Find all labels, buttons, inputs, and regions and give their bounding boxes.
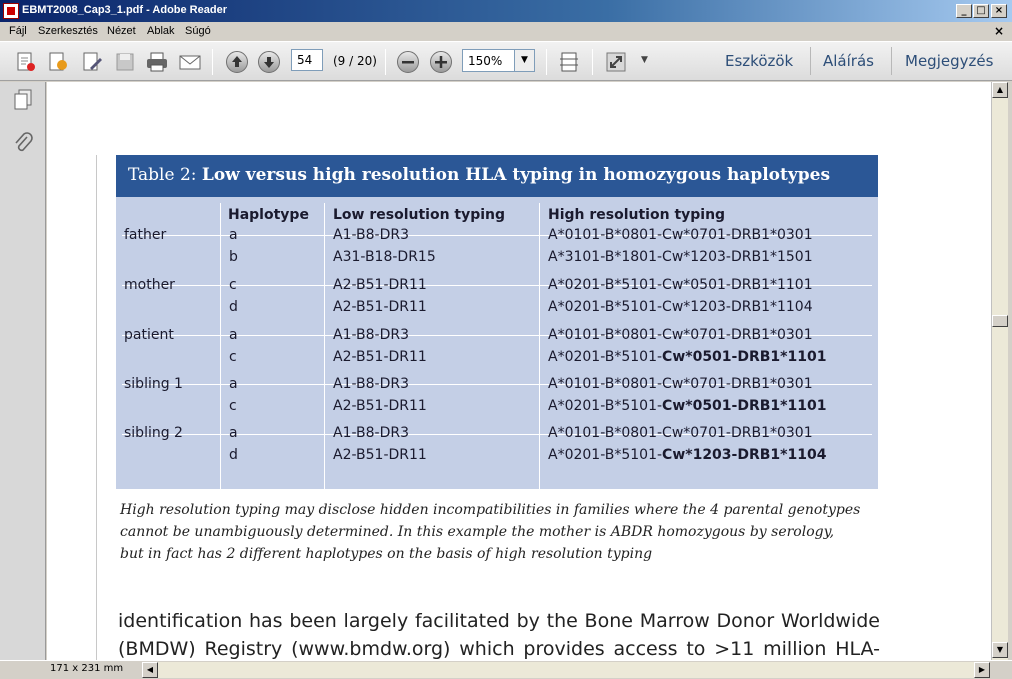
toolbar-separator: [810, 47, 811, 75]
chevron-down-icon[interactable]: ▼: [514, 50, 534, 71]
pdf-document-icon: [3, 3, 19, 19]
table-column-divider: [539, 203, 540, 489]
high-res-bold: Cw*0501-DRB1*1101: [662, 398, 827, 414]
fit-page-icon[interactable]: [557, 50, 581, 74]
table-cell-low-res: A2-B51-DR11: [333, 349, 427, 365]
high-res-plain: A*0201-B*5101-Cw*0501-DRB1*1101: [548, 277, 813, 293]
toolbar-separator: [385, 49, 386, 75]
navigation-sidebar: [0, 82, 46, 660]
table-title-main: Low versus high resolution HLA typing in homozygous haplotypes: [201, 165, 831, 185]
table-cell-high-res: [548, 249, 813, 265]
zoom-in-icon[interactable]: [430, 51, 452, 73]
table-cell-low-res: A31-B18-DR15: [333, 249, 436, 265]
zoom-select[interactable]: [462, 49, 535, 72]
scroll-up-icon[interactable]: ▲: [992, 82, 1008, 98]
scroll-right-icon[interactable]: ▶: [974, 662, 990, 678]
high-res-plain: A*0201-B*5101-: [548, 447, 663, 463]
high-res-bold: Cw*1203-DRB1*1104: [662, 447, 827, 463]
table-cell-haplotype: b: [229, 249, 238, 265]
minimize-button[interactable]: _: [956, 4, 972, 18]
table-cell-high-res: [548, 447, 826, 463]
table-cell-high-res: [548, 376, 813, 392]
page-number-input[interactable]: [291, 49, 323, 71]
table-cell-person: patient: [124, 327, 174, 343]
high-res-plain: A*0101-B*0801-Cw*0701-DRB1*0301: [548, 227, 813, 243]
table-cell-haplotype: a: [229, 425, 238, 441]
table-cell-person: father: [124, 227, 167, 243]
table-cell-high-res: [548, 299, 813, 315]
toolbar-overflow-chevron-icon[interactable]: ▼: [641, 55, 648, 65]
tools-button[interactable]: Eszközök: [725, 52, 794, 70]
table-caption: [120, 499, 880, 565]
table-title: [116, 155, 878, 197]
zoom-value: 150%: [468, 54, 503, 68]
high-res-plain: A*0201-B*5101-: [548, 349, 663, 365]
column-header-high-resolution: High resolution typing: [548, 207, 726, 223]
table-cell-high-res: [548, 327, 813, 343]
sign-button[interactable]: Aláírás: [823, 52, 874, 70]
hla-table: [116, 197, 878, 489]
table-cell-haplotype: a: [229, 327, 238, 343]
edit-icon[interactable]: [80, 50, 104, 74]
table-cell-person: sibling 2: [124, 425, 183, 441]
column-header-low-resolution: Low resolution typing: [333, 207, 506, 223]
scroll-left-icon[interactable]: ◀: [142, 662, 158, 678]
menu-window[interactable]: Ablak: [147, 25, 175, 37]
body-line: (BMDW) Registry (www.bmdw.org) which provides access to >11 million HLA-: [118, 638, 880, 660]
table-cell-low-res: A1-B8-DR3: [333, 227, 410, 243]
body-line: identification has been largely facilitated by the Bone Marrow Donor Worldwide: [118, 610, 880, 632]
body-paragraph: [118, 607, 880, 660]
menu-file[interactable]: Fájl: [9, 25, 27, 37]
table-cell-haplotype: a: [229, 376, 238, 392]
print-icon[interactable]: [145, 50, 169, 74]
high-res-bold: Cw*0501-DRB1*1101: [662, 349, 827, 365]
menu-edit[interactable]: Szerkesztés: [38, 25, 98, 37]
table-cell-low-res: A2-B51-DR11: [333, 277, 427, 293]
table-cell-low-res: A1-B8-DR3: [333, 425, 410, 441]
table-column-divider: [324, 203, 325, 489]
scrollbar-thumb[interactable]: [992, 315, 1008, 327]
table-cell-haplotype: d: [229, 299, 238, 315]
next-page-icon[interactable]: [258, 51, 280, 73]
table-cell-person: sibling 1: [124, 376, 183, 392]
document-close-icon[interactable]: ×: [993, 24, 1004, 38]
close-button[interactable]: ×: [991, 4, 1007, 18]
table-column-divider: [220, 203, 221, 489]
high-res-plain: A*0101-B*0801-Cw*0701-DRB1*0301: [548, 327, 813, 343]
high-res-plain: A*0101-B*0801-Cw*0701-DRB1*0301: [548, 376, 813, 392]
toolbar-separator: [546, 49, 547, 75]
table-cell-haplotype: d: [229, 447, 238, 463]
menu-bar: [0, 22, 1012, 41]
email-icon[interactable]: [178, 50, 202, 74]
status-bar: [0, 660, 1012, 679]
page-size-label: 171 x 231 mm: [50, 663, 124, 674]
caption-line: High resolution typing may disclose hidden incompatibilities in families where the 4 parental genotypes: [120, 502, 861, 518]
pages-panel-icon[interactable]: [13, 89, 33, 111]
table-title-prefix: Table 2:: [128, 165, 197, 185]
page-margin-rule: [96, 155, 97, 660]
maximize-button[interactable]: □: [973, 4, 989, 18]
page-count: (9 / 20): [333, 54, 377, 68]
table-cell-high-res: [548, 425, 813, 441]
high-res-plain: A*0101-B*0801-Cw*0701-DRB1*0301: [548, 425, 813, 441]
table-cell-low-res: A2-B51-DR11: [333, 299, 427, 315]
toolbar-separator: [212, 49, 213, 75]
table-cell-high-res: [548, 277, 813, 293]
menu-view[interactable]: Nézet: [107, 25, 136, 37]
toolbar-separator: [592, 49, 593, 75]
column-header-haplotype: Haplotype: [228, 207, 309, 223]
menu-help[interactable]: Súgó: [185, 25, 211, 37]
table-cell-haplotype: c: [229, 349, 237, 365]
fullscreen-icon[interactable]: [604, 50, 628, 74]
table-cell-low-res: A2-B51-DR11: [333, 447, 427, 463]
table-cell-haplotype: a: [229, 227, 238, 243]
share-icon[interactable]: [46, 50, 70, 74]
zoom-out-icon[interactable]: [397, 51, 419, 73]
table-cell-high-res: [548, 227, 813, 243]
table-cell-high-res: [548, 398, 826, 414]
table-cell-haplotype: c: [229, 398, 237, 414]
table-cell-person: mother: [124, 277, 175, 293]
table-cell-high-res: [548, 349, 826, 365]
table-cell-low-res: A1-B8-DR3: [333, 376, 410, 392]
table-cell-low-res: A1-B8-DR3: [333, 327, 410, 343]
table-cell-low-res: A2-B51-DR11: [333, 398, 427, 414]
high-res-plain: A*0201-B*5101-: [548, 398, 663, 414]
document-viewport[interactable]: [47, 82, 991, 660]
table-cell-haplotype: c: [229, 277, 237, 293]
high-res-plain: A*0201-B*5101-Cw*1203-DRB1*1104: [548, 299, 813, 315]
comment-button[interactable]: Megjegyzés: [905, 52, 994, 70]
horizontal-scrollbar[interactable]: [142, 662, 990, 678]
title-bar: [0, 0, 1012, 22]
toolbar-separator: [891, 47, 892, 75]
window-title: EBMT2008_Cap3_1.pdf - Adobe Reader: [22, 4, 227, 16]
vertical-scrollbar[interactable]: [991, 82, 1008, 660]
scroll-down-icon[interactable]: ▼: [992, 642, 1008, 658]
caption-line: cannot be unambiguously determined. In this example the mother is ABDR homozygous by serology,: [120, 524, 835, 540]
caption-line: but in fact has 2 different haplotypes on the basis of high resolution typing: [120, 546, 653, 562]
save-icon[interactable]: [113, 50, 137, 74]
high-res-plain: A*3101-B*1801-Cw*1203-DRB1*1501: [548, 249, 813, 265]
attachments-icon[interactable]: [13, 132, 33, 154]
create-pdf-icon[interactable]: [14, 50, 38, 74]
previous-page-icon[interactable]: [226, 51, 248, 73]
